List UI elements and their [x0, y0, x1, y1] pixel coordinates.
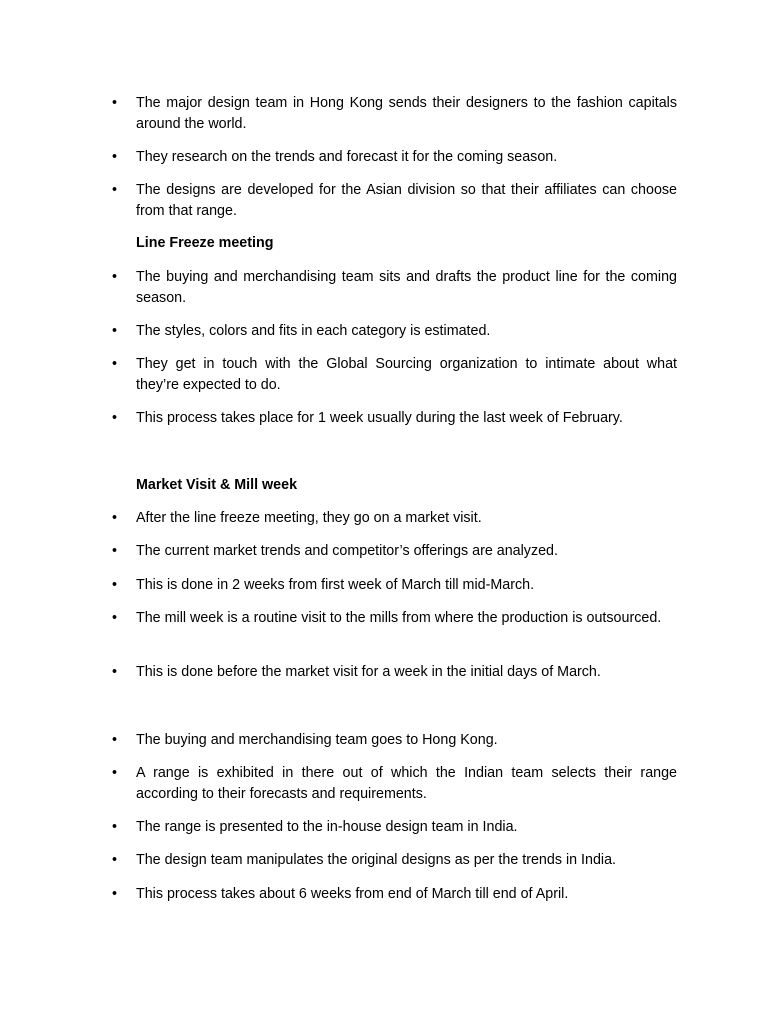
bullet-icon: • [112, 410, 118, 426]
bullet-icon: • [112, 765, 118, 781]
bullet-icon: • [112, 323, 118, 339]
list-item-text: The mill week is a routine visit to the mills from where the production is outsourced. [136, 610, 662, 626]
list-item-text: The designs are developed for the Asian division so that their affiliates can choose from that range. [136, 182, 677, 219]
list-item-text: After the line freeze meeting, they go on a market visit. [136, 510, 482, 526]
bullet-icon: • [112, 182, 118, 198]
list-item-text: They research on the trends and forecast it for the coming season. [136, 149, 558, 165]
list-item-text: A range is exhibited in there out of which the Indian team selects their range according to their forecasts and requirements. [136, 765, 677, 802]
bullet-icon: • [112, 886, 118, 902]
bullet-icon: • [112, 543, 118, 559]
bullet-icon: • [112, 732, 118, 748]
bullet-icon: • [112, 664, 118, 680]
list-item-text: This process takes place for 1 week usually during the last week of February. [136, 410, 623, 426]
bullet-icon: • [112, 577, 118, 593]
list-item-text: The styles, colors and fits in each category is estimated. [136, 323, 491, 339]
bullet-icon: • [112, 819, 118, 835]
list-item-text: The buying and merchandising team goes to Hong Kong. [136, 732, 498, 748]
list-item-text: This process takes about 6 weeks from end of March till end of April. [136, 886, 569, 902]
bullet-icon: • [112, 610, 118, 626]
list-item-text: This is done in 2 weeks from first week of March till mid-March. [136, 577, 535, 593]
section-heading-market-visit: Market Visit & Mill week [136, 477, 298, 493]
section-heading-line-freeze: Line Freeze meeting [136, 235, 274, 251]
list-item-text: The major design team in Hong Kong sends their designers to the fashion capitals around the world. [136, 95, 677, 132]
bullet-icon: • [112, 95, 118, 111]
list-item-text: The design team manipulates the original designs as per the trends in India. [136, 852, 617, 868]
list-item-text: They get in touch with the Global Sourcing organization to intimate about what they’re expected to do. [136, 356, 677, 393]
list-item-text: This is done before the market visit for a week in the initial days of March. [136, 664, 601, 680]
list-item-text: The current market trends and competitor’s offerings are analyzed. [136, 543, 558, 559]
list-item-text: The buying and merchandising team sits and drafts the product line for the coming season. [136, 269, 677, 306]
list-item-text: The range is presented to the in-house design team in India. [136, 819, 518, 835]
bullet-icon: • [112, 356, 118, 372]
bullet-icon: • [112, 149, 118, 165]
bullet-icon: • [112, 269, 118, 285]
bullet-icon: • [112, 510, 118, 526]
bullet-icon: • [112, 852, 118, 868]
